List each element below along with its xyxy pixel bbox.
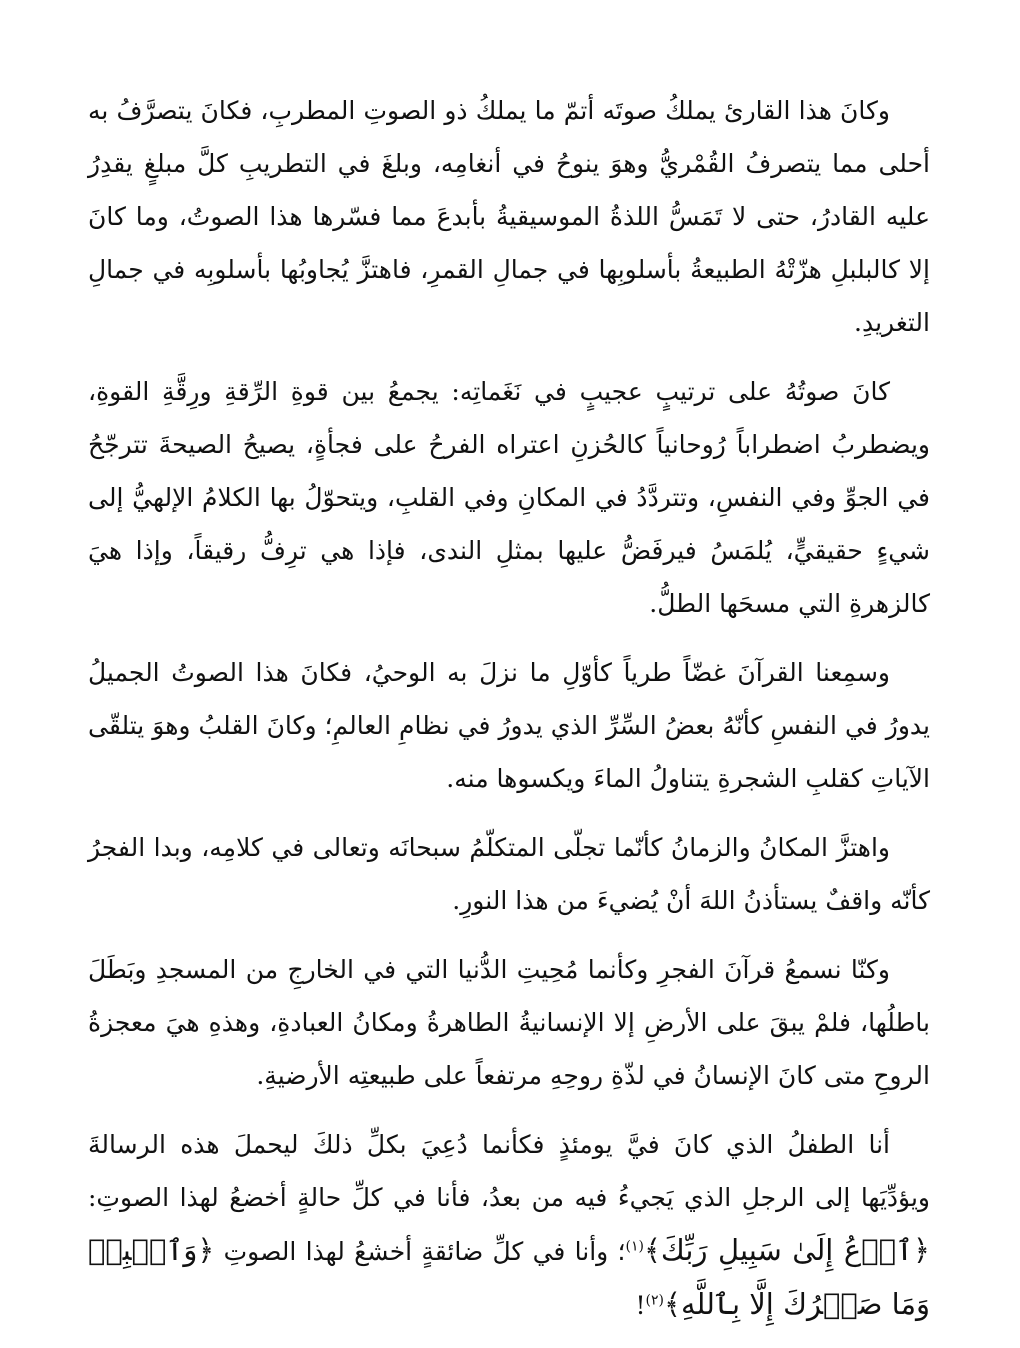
paragraph-4: واهتزَّ المكانُ والزمانُ كأنّما تجلّى المتكلّمُ سبحانَه وتعالى في كلامِه، وبدا الفجرُ كأنّه واقفٌ يستأذنُ اللهَ أنْ يُضيءَ من هذا النورِ. <box>88 833 930 915</box>
quran-quote-1: ﴿ٱدۡعُ إِلَىٰ سَبِيلِ رَبِّكَ﴾ <box>643 1233 930 1267</box>
footnote-marker-2[interactable]: (٢) <box>645 1292 664 1309</box>
paragraph-6-text-2: ؛ وأنا في كلِّ ضائقةٍ أخشعُ لهذا الصوتِ <box>223 1237 626 1266</box>
paragraph-3: وسمِعنا القرآنَ غضّاً طرياً كأوّلِ ما نزلَ به الوحيُ، فكانَ هذا الصوتُ الجميلُ يدورُ في النفسِ كأنّهُ بعضُ السِّرِّ الذي يدورُ في نظامِ العالمِ؛ وكانَ القلبُ وهوَ يتلقّى الآياتِ كقلبِ الشجرةِ يتناولُ الماءَ ويكسوها منه. <box>88 658 930 793</box>
quran-quote-2: ﴿وَٱصۡبِرۡ وَمَا صَبۡرُكَ إِلَّا بِٱللَّهِ﴾ <box>88 1233 930 1321</box>
paragraph-5: وكنّا نسمعُ قرآنَ الفجرِ وكأنما مُحِيتِ الدُّنيا التي في الخارجِ من المسجدِ وبَطَلَ باطلُها، فلمْ يبقَ على الأرضِ إلا الإنسانيةُ الطاهرةُ ومكانُ العبادةِ، وهذهِ هيَ معجزةُ الروحِ متى كانَ الإنسانُ في لذّةِ روحِهِ مرتفعاً على طبيعتِه الأرضيةِ. <box>88 955 930 1090</box>
paragraph-6 <box>88 1118 930 1332</box>
paragraph-6-ending: ! <box>635 1291 646 1320</box>
paragraph-6-text-1: أنا الطفلُ الذي كانَ فيَّ يومئذٍ فكأنما دُعِيَ بكلِّ ذلكَ ليحملَ هذه الرسالةَ ويؤدِّيَها إلى الرجلِ الذي يَجيءُ فيه من بعدُ، فأنا في كلِّ حالةٍ أخضعُ لهذا الصوتِ: <box>88 1130 930 1212</box>
paragraph-1: وكانَ هذا القارئ يملكُ صوتَه أتمّ ما يملكُ ذو الصوتِ المطربِ، فكانَ يتصرَّفُ به أحلى مما يتصرفُ القُمْريُّ وهوَ ينوحُ في أنغامِه، وبلغَ في التطريبِ كلَّ مبلغٍ يقدِرُ عليه القادرُ، حتى لا تَمَسُّ اللذةُ الموسيقيةُ بأبدعَ مما فسّرها هذا الصوتُ، وما كانَ إلا كالبلبلِ هزّتْهُ الطبيعةُ بأسلوبِها في جمالِ القمرِ، فاهتزَّ يُجاوبُها بأسلوبِه في جمالِ التغريدِ. <box>88 96 930 337</box>
footnote-marker-1[interactable]: (١) <box>625 1238 644 1255</box>
document-page <box>88 84 930 1348</box>
paragraph-2: كانَ صوتُهُ على ترتيبٍ عجيبٍ في نَغَماتِه: يجمعُ بين قوةِ الرِّقةِ ورِقَّةِ القوةِ، ويضطربُ اضطراباً رُوحانياً كالحُزنِ اعتراه الفرحُ على فجأةٍ، يصيحُ الصيحةَ تترجّحُ في الجوِّ وفي النفسِ، وتتردَّدُ في المكانِ وفي القلبِ، ويتحوّلُ بها الكلامُ الإلهيُّ إلى شيءٍ حقيقيٍّ، يُلمَسُ فيرفَضُّ عليها بمثلِ الندى، فإذا هي ترِفُّ رقيقاً، وإذا هيَ كالزهرةِ التي مسحَها الطلُّ. <box>88 377 930 618</box>
